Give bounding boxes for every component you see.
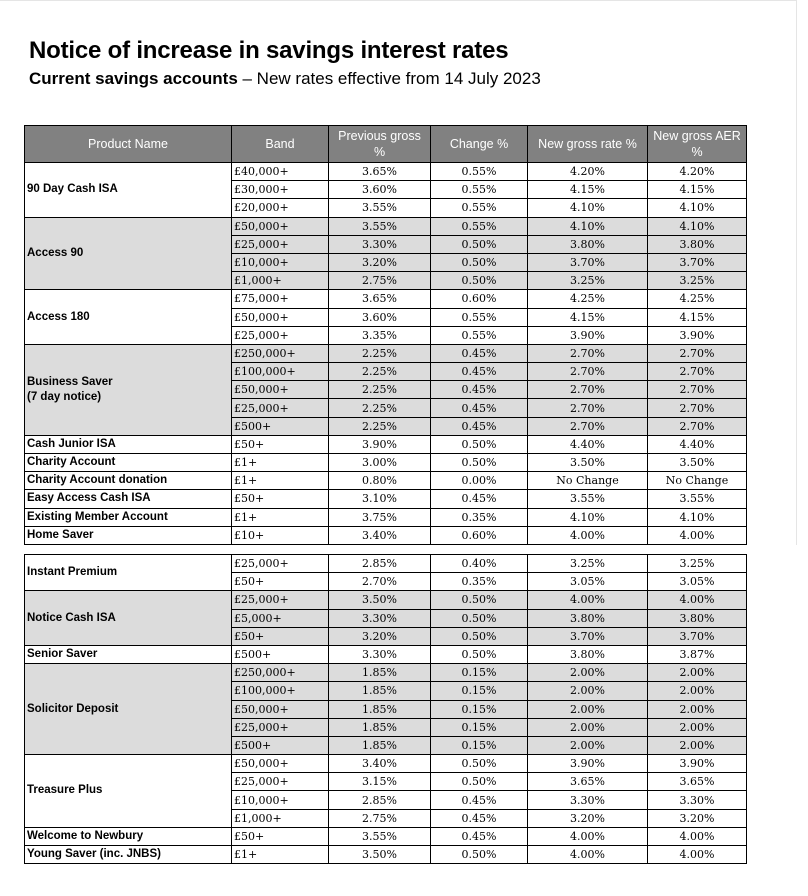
rates-table-2: [24, 554, 747, 864]
new-gross-aer-cell: 3.30%: [648, 791, 747, 809]
change-cell: 0.45%: [431, 809, 528, 827]
new-gross-aer-cell: 2.00%: [648, 682, 747, 700]
band-cell: £10,000+: [232, 253, 329, 271]
table-row: [25, 490, 747, 508]
new-gross-rate-cell: 2.00%: [528, 736, 648, 754]
new-gross-aer-cell: 2.00%: [648, 664, 747, 682]
band-cell: £40,000+: [232, 163, 329, 181]
product-name-90-day-cash-isa: 90 Day Cash ISA: [25, 163, 232, 218]
new-gross-rate-cell: 2.70%: [528, 381, 648, 399]
table-row: [25, 163, 747, 181]
table-row: [25, 827, 747, 845]
band-cell: £50+: [232, 827, 329, 845]
new-gross-rate-cell: 3.25%: [528, 272, 648, 290]
previous-gross-cell: 2.25%: [329, 344, 431, 362]
band-cell: £250,000+: [232, 664, 329, 682]
change-cell: 0.50%: [431, 435, 528, 453]
rates-table-1: [24, 125, 747, 545]
change-cell: 0.50%: [431, 591, 528, 609]
new-gross-rate-cell: 4.40%: [528, 435, 648, 453]
previous-gross-cell: 2.25%: [329, 381, 431, 399]
table-row: [25, 755, 747, 773]
change-cell: 0.15%: [431, 718, 528, 736]
band-cell: £25,000+: [232, 773, 329, 791]
product-name-existing-member-account: Existing Member Account: [25, 508, 232, 526]
change-cell: 0.45%: [431, 363, 528, 381]
new-gross-rate-cell: 3.25%: [528, 555, 648, 573]
new-gross-aer-cell: 3.70%: [648, 253, 747, 271]
band-cell: £50,000+: [232, 308, 329, 326]
subtitle-bold: Current savings accounts: [29, 69, 238, 88]
new-gross-rate-cell: 4.15%: [528, 308, 648, 326]
change-cell: 0.45%: [431, 399, 528, 417]
band-cell: £500+: [232, 645, 329, 663]
change-cell: 0.45%: [431, 417, 528, 435]
product-name-welcome-to-newbury: Welcome to Newbury: [25, 827, 232, 845]
previous-gross-cell: 3.40%: [329, 755, 431, 773]
band-cell: £25,000+: [232, 591, 329, 609]
product-name-access-90: Access 90: [25, 217, 232, 290]
band-cell: £50+: [232, 435, 329, 453]
previous-gross-cell: 3.50%: [329, 591, 431, 609]
new-gross-rate-cell: 4.10%: [528, 508, 648, 526]
new-gross-aer-cell: 3.20%: [648, 809, 747, 827]
product-name-senior-saver: Senior Saver: [25, 645, 232, 663]
rates-table-2-body: [25, 555, 747, 864]
new-gross-aer-cell: 3.50%: [648, 454, 747, 472]
table-row: [25, 290, 747, 308]
previous-gross-cell: 2.70%: [329, 573, 431, 591]
new-gross-aer-cell: 4.25%: [648, 290, 747, 308]
new-gross-aer-cell: 4.20%: [648, 163, 747, 181]
new-gross-rate-cell: 3.05%: [528, 573, 648, 591]
new-gross-aer-cell: 3.80%: [648, 609, 747, 627]
band-cell: £50+: [232, 573, 329, 591]
new-gross-aer-cell: 4.10%: [648, 217, 747, 235]
previous-gross-cell: 3.60%: [329, 181, 431, 199]
new-gross-aer-cell: 2.70%: [648, 417, 747, 435]
new-gross-rate-cell: 3.50%: [528, 454, 648, 472]
product-name-charity-account: Charity Account: [25, 454, 232, 472]
product-name-notice-cash-isa: Notice Cash ISA: [25, 591, 232, 646]
new-gross-aer-cell: 4.00%: [648, 827, 747, 845]
band-cell: £50+: [232, 490, 329, 508]
previous-gross-cell: 0.80%: [329, 472, 431, 490]
header-new-gross-rate: New gross rate %: [528, 126, 648, 163]
table-row: [25, 645, 747, 663]
new-gross-rate-cell: 3.55%: [528, 490, 648, 508]
previous-gross-cell: 1.85%: [329, 682, 431, 700]
product-name-cash-junior-isa: Cash Junior ISA: [25, 435, 232, 453]
previous-gross-cell: 3.20%: [329, 253, 431, 271]
new-gross-aer-cell: 4.40%: [648, 435, 747, 453]
new-gross-aer-cell: 4.10%: [648, 199, 747, 217]
band-cell: £25,000+: [232, 399, 329, 417]
new-gross-rate-cell: 4.10%: [528, 217, 648, 235]
band-cell: £1+: [232, 508, 329, 526]
change-cell: 0.50%: [431, 645, 528, 663]
previous-gross-cell: 3.15%: [329, 773, 431, 791]
previous-gross-cell: 3.75%: [329, 508, 431, 526]
change-cell: 0.50%: [431, 253, 528, 271]
change-cell: 0.55%: [431, 326, 528, 344]
product-name-business-saver-7-day-notice: Business Saver (7 day notice): [25, 344, 232, 435]
rates-table-1-body: [25, 163, 747, 545]
previous-gross-cell: 2.75%: [329, 272, 431, 290]
new-gross-rate-cell: 3.90%: [528, 755, 648, 773]
new-gross-aer-cell: 4.00%: [648, 591, 747, 609]
previous-gross-cell: 2.25%: [329, 363, 431, 381]
band-cell: £30,000+: [232, 181, 329, 199]
new-gross-rate-cell: 2.00%: [528, 718, 648, 736]
previous-gross-cell: 2.25%: [329, 399, 431, 417]
header-new-gross-aer: New gross AER %: [648, 126, 747, 163]
page-right-border: [796, 0, 797, 545]
new-gross-rate-cell: 2.00%: [528, 664, 648, 682]
new-gross-aer-cell: 3.25%: [648, 272, 747, 290]
new-gross-rate-cell: 4.00%: [528, 526, 648, 544]
new-gross-aer-cell: 3.05%: [648, 573, 747, 591]
new-gross-rate-cell: No Change: [528, 472, 648, 490]
new-gross-aer-cell: 3.90%: [648, 326, 747, 344]
change-cell: 0.15%: [431, 682, 528, 700]
previous-gross-cell: 2.75%: [329, 809, 431, 827]
previous-gross-cell: 1.85%: [329, 736, 431, 754]
new-gross-rate-cell: 4.25%: [528, 290, 648, 308]
new-gross-rate-cell: 3.90%: [528, 326, 648, 344]
new-gross-aer-cell: 3.55%: [648, 490, 747, 508]
new-gross-aer-cell: 4.15%: [648, 308, 747, 326]
new-gross-rate-cell: 2.00%: [528, 682, 648, 700]
new-gross-aer-cell: 2.00%: [648, 718, 747, 736]
product-name-young-saver-inc-jnbs: Young Saver (inc. JNBS): [25, 846, 232, 864]
change-cell: 0.45%: [431, 490, 528, 508]
previous-gross-cell: 3.65%: [329, 290, 431, 308]
new-gross-rate-cell: 4.20%: [528, 163, 648, 181]
new-gross-aer-cell: 2.70%: [648, 344, 747, 362]
change-cell: 0.55%: [431, 199, 528, 217]
change-cell: 0.50%: [431, 773, 528, 791]
new-gross-aer-cell: 4.15%: [648, 181, 747, 199]
band-cell: £1+: [232, 454, 329, 472]
new-gross-rate-cell: 4.15%: [528, 181, 648, 199]
new-gross-aer-cell: 4.00%: [648, 526, 747, 544]
new-gross-aer-cell: 4.10%: [648, 508, 747, 526]
change-cell: 0.55%: [431, 163, 528, 181]
change-cell: 0.00%: [431, 472, 528, 490]
previous-gross-cell: 3.50%: [329, 846, 431, 864]
previous-gross-cell: 3.30%: [329, 609, 431, 627]
new-gross-rate-cell: 2.70%: [528, 363, 648, 381]
change-cell: 0.60%: [431, 526, 528, 544]
previous-gross-cell: 3.00%: [329, 454, 431, 472]
band-cell: £25,000+: [232, 235, 329, 253]
new-gross-rate-cell: 3.80%: [528, 645, 648, 663]
page-top-border: [0, 0, 797, 1]
new-gross-aer-cell: No Change: [648, 472, 747, 490]
change-cell: 0.15%: [431, 664, 528, 682]
table-row: [25, 555, 747, 573]
new-gross-aer-cell: 3.65%: [648, 773, 747, 791]
previous-gross-cell: 2.85%: [329, 791, 431, 809]
change-cell: 0.50%: [431, 235, 528, 253]
change-cell: 0.45%: [431, 827, 528, 845]
previous-gross-cell: 1.85%: [329, 664, 431, 682]
band-cell: £1,000+: [232, 809, 329, 827]
band-cell: £500+: [232, 417, 329, 435]
new-gross-aer-cell: 2.70%: [648, 381, 747, 399]
band-cell: £1+: [232, 472, 329, 490]
table-row: [25, 217, 747, 235]
new-gross-aer-cell: 3.90%: [648, 755, 747, 773]
new-gross-rate-cell: 2.70%: [528, 344, 648, 362]
change-cell: 0.40%: [431, 555, 528, 573]
new-gross-rate-cell: 3.20%: [528, 809, 648, 827]
table-row: [25, 508, 747, 526]
new-gross-aer-cell: 3.87%: [648, 645, 747, 663]
header-band: Band: [232, 126, 329, 163]
product-name-treasure-plus: Treasure Plus: [25, 755, 232, 828]
change-cell: 0.15%: [431, 736, 528, 754]
product-name-instant-premium: Instant Premium: [25, 555, 232, 591]
change-cell: 0.50%: [431, 454, 528, 472]
band-cell: £500+: [232, 736, 329, 754]
previous-gross-cell: 3.55%: [329, 827, 431, 845]
new-gross-aer-cell: 2.00%: [648, 700, 747, 718]
band-cell: £50,000+: [232, 381, 329, 399]
band-cell: £100,000+: [232, 363, 329, 381]
previous-gross-cell: 3.10%: [329, 490, 431, 508]
product-name-access-180: Access 180: [25, 290, 232, 345]
new-gross-aer-cell: 2.00%: [648, 736, 747, 754]
band-cell: £1,000+: [232, 272, 329, 290]
page-subtitle: [29, 68, 541, 90]
product-name-home-saver: Home Saver: [25, 526, 232, 544]
new-gross-rate-cell: 2.00%: [528, 700, 648, 718]
table-row: [25, 526, 747, 544]
band-cell: £5,000+: [232, 609, 329, 627]
new-gross-aer-cell: 3.80%: [648, 235, 747, 253]
table-row: [25, 472, 747, 490]
table-row: [25, 846, 747, 864]
band-cell: £75,000+: [232, 290, 329, 308]
new-gross-rate-cell: 3.80%: [528, 235, 648, 253]
new-gross-rate-cell: 3.80%: [528, 609, 648, 627]
band-cell: £50,000+: [232, 217, 329, 235]
band-cell: £100,000+: [232, 682, 329, 700]
band-cell: £10,000+: [232, 791, 329, 809]
new-gross-rate-cell: 2.70%: [528, 399, 648, 417]
change-cell: 0.50%: [431, 272, 528, 290]
new-gross-rate-cell: 3.70%: [528, 627, 648, 645]
previous-gross-cell: 1.85%: [329, 718, 431, 736]
table-row: [25, 435, 747, 453]
new-gross-rate-cell: 4.00%: [528, 846, 648, 864]
previous-gross-cell: 3.90%: [329, 435, 431, 453]
change-cell: 0.55%: [431, 308, 528, 326]
previous-gross-cell: 3.55%: [329, 217, 431, 235]
new-gross-rate-cell: 4.00%: [528, 827, 648, 845]
previous-gross-cell: 3.55%: [329, 199, 431, 217]
band-cell: £50,000+: [232, 755, 329, 773]
new-gross-rate-cell: 2.70%: [528, 417, 648, 435]
new-gross-rate-cell: 3.65%: [528, 773, 648, 791]
new-gross-aer-cell: 3.25%: [648, 555, 747, 573]
header-product-name: Product Name: [25, 126, 232, 163]
previous-gross-cell: 3.35%: [329, 326, 431, 344]
subtitle-rest: – New rates effective from 14 July 2023: [237, 69, 541, 88]
change-cell: 0.50%: [431, 846, 528, 864]
change-cell: 0.50%: [431, 609, 528, 627]
new-gross-aer-cell: 2.70%: [648, 363, 747, 381]
band-cell: £25,000+: [232, 326, 329, 344]
previous-gross-cell: 1.85%: [329, 700, 431, 718]
change-cell: 0.45%: [431, 381, 528, 399]
band-cell: £25,000+: [232, 718, 329, 736]
change-cell: 0.60%: [431, 290, 528, 308]
new-gross-aer-cell: 3.70%: [648, 627, 747, 645]
product-name-solicitor-deposit: Solicitor Deposit: [25, 664, 232, 755]
previous-gross-cell: 3.30%: [329, 645, 431, 663]
band-cell: £10+: [232, 526, 329, 544]
new-gross-rate-cell: 3.30%: [528, 791, 648, 809]
previous-gross-cell: 3.65%: [329, 163, 431, 181]
change-cell: 0.50%: [431, 755, 528, 773]
previous-gross-cell: 3.40%: [329, 526, 431, 544]
new-gross-aer-cell: 4.00%: [648, 846, 747, 864]
previous-gross-cell: 2.85%: [329, 555, 431, 573]
new-gross-rate-cell: 4.10%: [528, 199, 648, 217]
change-cell: 0.15%: [431, 700, 528, 718]
new-gross-rate-cell: 4.00%: [528, 591, 648, 609]
table-row: [25, 664, 747, 682]
change-cell: 0.35%: [431, 573, 528, 591]
band-cell: £50+: [232, 627, 329, 645]
new-gross-rate-cell: 3.70%: [528, 253, 648, 271]
band-cell: £20,000+: [232, 199, 329, 217]
product-name-charity-account-donation: Charity Account donation: [25, 472, 232, 490]
band-cell: £1+: [232, 846, 329, 864]
band-cell: £25,000+: [232, 555, 329, 573]
new-gross-aer-cell: 2.70%: [648, 399, 747, 417]
table-row: [25, 591, 747, 609]
page-title: Notice of increase in savings interest rates: [29, 37, 509, 64]
table-row: [25, 454, 747, 472]
product-name-easy-access-cash-isa: Easy Access Cash ISA: [25, 490, 232, 508]
previous-gross-cell: 3.60%: [329, 308, 431, 326]
band-cell: £250,000+: [232, 344, 329, 362]
previous-gross-cell: 3.30%: [329, 235, 431, 253]
header-change: Change %: [431, 126, 528, 163]
change-cell: 0.35%: [431, 508, 528, 526]
band-cell: £50,000+: [232, 700, 329, 718]
change-cell: 0.45%: [431, 344, 528, 362]
previous-gross-cell: 3.20%: [329, 627, 431, 645]
change-cell: 0.55%: [431, 181, 528, 199]
header-previous-gross: Previous gross %: [329, 126, 431, 163]
change-cell: 0.50%: [431, 627, 528, 645]
table-row: [25, 344, 747, 362]
table-header-row: [25, 126, 747, 163]
change-cell: 0.45%: [431, 791, 528, 809]
change-cell: 0.55%: [431, 217, 528, 235]
previous-gross-cell: 2.25%: [329, 417, 431, 435]
